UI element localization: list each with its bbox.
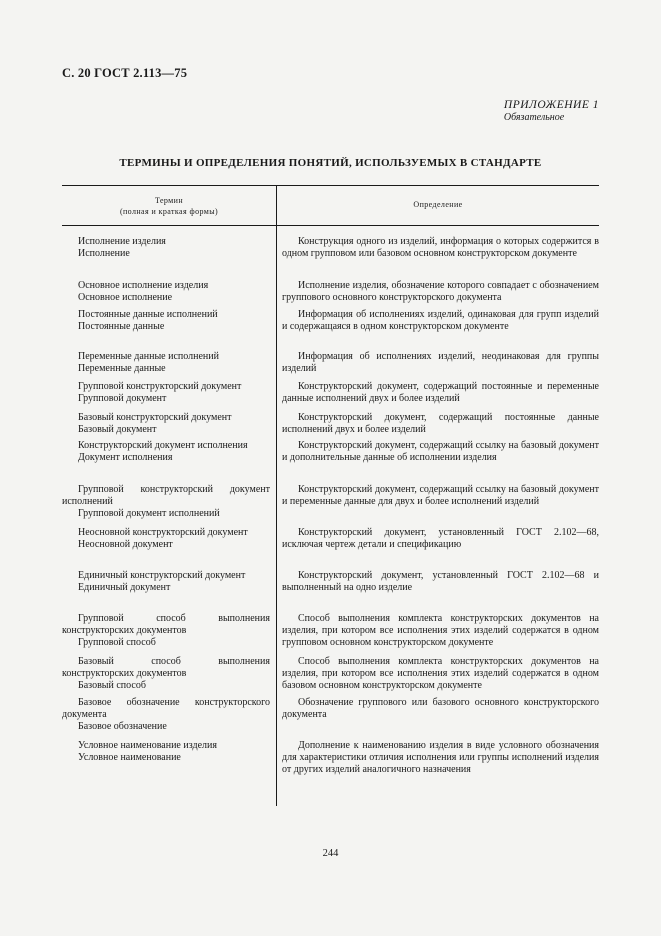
term-full-form: Групповой способ выполнения конструкторских документов — [62, 613, 270, 637]
definition-cell: Конструкторский документ, содержащий ссылку на базовый документ и дополнительные данные об исполнении изделия — [282, 440, 599, 464]
term-cell — [62, 656, 270, 693]
definition-cell: Конструкторский документ, установленный ГОСТ 2.102—68, исключая чертеж детали и спецификацию — [282, 527, 599, 551]
term-short-form: Переменные данные — [78, 363, 166, 375]
term-cell — [62, 613, 270, 650]
term-cell — [62, 351, 270, 375]
column-header-term-note: (полная и краткая формы) — [119, 207, 219, 216]
term-short-form: Исполнение — [78, 248, 130, 260]
definition-cell: Обозначение группового или базового основного конструкторского документа — [282, 697, 599, 721]
page-header: С. 20 ГОСТ 2.113—75 — [62, 66, 188, 80]
definition-cell: Информация об исполнениях изделий, одинаковая для групп изделий и содержащаяся в одном конструкторском документе — [282, 309, 599, 333]
term-short-form: Базовый способ — [78, 680, 146, 692]
term-short-form: Основное исполнение — [78, 292, 173, 304]
definition-cell: Дополнение к наименованию изделия в виде условного обозначения для характеристики отличия исполнения или группы исполнений изделия от других изделий аналогичного назначения — [282, 740, 599, 776]
term-short-form: Неосновной документ — [78, 539, 173, 551]
table-column-divider — [276, 186, 277, 806]
term-cell — [62, 280, 270, 304]
term-short-form: Базовый документ — [78, 424, 157, 436]
term-short-form: Единичный документ — [78, 582, 171, 594]
term-short-form: Базовое обозначение — [78, 721, 167, 733]
term-full-form: Базовый конструкторский документ — [78, 412, 232, 423]
definition-cell: Способ выполнения комплекта конструкторских документов на изделия, при котором все исполнения этих изделий содержатся в одном групповом основном конструкторском документе — [282, 613, 599, 649]
term-cell — [62, 381, 270, 405]
term-full-form: Базовое обозначение конструкторского документа — [62, 697, 270, 721]
term-full-form: Постоянные данные исполнений — [78, 309, 218, 320]
table-header-rule — [62, 225, 599, 226]
term-full-form: Групповой конструкторский документ — [78, 381, 242, 392]
term-cell — [62, 236, 270, 260]
term-short-form: Постоянные данные — [78, 321, 165, 333]
term-full-form: Исполнение изделия — [78, 236, 166, 247]
definition-cell: Информация об исполнениях изделий, неодинаковая для группы изделий — [282, 351, 599, 375]
term-short-form: Условное наименование — [78, 752, 181, 764]
definition-cell: Конструкторский документ, содержащий постоянные и переменные данные исполнений двух и более изделий — [282, 381, 599, 405]
definition-cell: Конструкторский документ, содержащий постоянные данные исполнений двух и более изделий — [282, 412, 599, 436]
term-cell — [62, 570, 270, 594]
table-top-rule — [62, 185, 599, 186]
definition-cell: Конструкторский документ, установленный ГОСТ 2.102—68 и выполненный на одно изделие — [282, 570, 599, 594]
term-full-form: Условное наименование изделия — [78, 740, 217, 751]
term-full-form: Групповой конструкторский документ исполнений — [62, 484, 270, 508]
term-cell — [62, 527, 270, 551]
definition-cell: Конструкторский документ, содержащий ссылку на базовый документ и переменные данные для двух и более исполнений изделий — [282, 484, 599, 508]
term-full-form: Переменные данные исполнений — [78, 351, 219, 362]
definition-cell: Конструкция одного из изделий, информация о которых содержится в одном групповом или базовом основном конструкторском документе — [282, 236, 599, 260]
term-short-form: Групповой способ — [78, 637, 156, 649]
term-cell — [62, 440, 270, 464]
definition-cell: Исполнение изделия, обозначение которого совпадает с обозначением группового основного конструкторского документа — [282, 280, 599, 304]
appendix-status: Обязательное — [503, 112, 565, 123]
definition-cell: Способ выполнения комплекта конструкторских документов на изделия, при котором все исполнения этих изделий содержатся в одном базовом основном конструкторском документе — [282, 656, 599, 692]
term-full-form: Неосновной конструкторский документ — [78, 527, 248, 538]
column-header-term — [62, 195, 276, 217]
column-header-term-title: Термин — [154, 196, 184, 205]
term-cell — [62, 484, 270, 521]
document-title: ТЕРМИНЫ И ОПРЕДЕЛЕНИЯ ПОНЯТИЙ, ИСПОЛЬЗУЕМЫХ В СТАНДАРТЕ — [119, 157, 542, 169]
term-full-form: Конструкторский документ исполнения — [78, 440, 248, 451]
term-cell — [62, 412, 270, 436]
term-short-form: Групповой документ исполнений — [78, 508, 220, 520]
term-short-form: Групповой документ — [78, 393, 167, 405]
term-cell — [62, 697, 270, 734]
term-cell — [62, 309, 270, 333]
column-header-definition: Определение — [413, 200, 463, 209]
term-full-form: Единичный конструкторский документ — [78, 570, 246, 581]
term-full-form: Основное исполнение изделия — [78, 280, 209, 291]
page-number: 244 — [322, 848, 339, 859]
term-cell — [62, 740, 270, 764]
term-short-form: Документ исполнения — [78, 452, 173, 464]
appendix-block — [504, 99, 599, 123]
term-full-form: Базовый способ выполнения конструкторских документов — [62, 656, 270, 680]
appendix-label: ПРИЛОЖЕНИЕ 1 — [503, 99, 599, 111]
